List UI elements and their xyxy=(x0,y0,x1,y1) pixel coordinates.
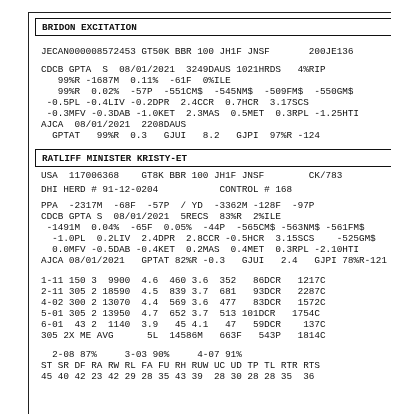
horse1-name: BRIDON EXCITATION xyxy=(42,22,137,33)
horse2-header-box xyxy=(35,149,391,167)
linear-trait-scores: 45 40 42 23 42 29 28 35 43 39 28 30 28 28 35 36 xyxy=(41,371,315,382)
horse2-health-line: -1.0PL 0.2LIV 2.4DPR 2.8CCR -0.5HCR 3.15SCS -525GM$ xyxy=(41,233,376,244)
horse2-index-line: -1491M 0.04% -65F 0.05% -44P -565CM$ -563NM$ -561FM$ xyxy=(41,222,365,233)
horse2-herd-line: DHI HERD # 91-12-0204 CONTROL # 168 xyxy=(41,184,293,195)
lactation-average-row: 305 2X ME AVG 5L 14586M 663F 543P 1814C xyxy=(41,330,326,341)
pedigree-sheet xyxy=(28,12,391,414)
lactation-row: 5-01 305 2 13950 4.7 652 3.7 513 101DCR 1754C xyxy=(41,308,320,319)
lactation-row: 4-02 300 2 13070 4.4 569 3.6 477 83DCR 1572C xyxy=(41,297,326,308)
lactation-row: 2-11 305 2 18590 4.5 839 3.7 681 93DCR 2287C xyxy=(41,286,326,297)
horse1-health-line: -0.5PL -0.4LIV -0.2DPR 2.4CCR 0.7HCR 3.17SCS xyxy=(41,97,309,108)
horse1-header-box xyxy=(35,18,391,36)
lactation-row: 1-11 150 3 9900 4.6 460 3.6 352 86DCR 1217C xyxy=(41,275,326,286)
horse1-index-line: 99%R 0.02% -57P -551CM$ -545NM$ -509FM$ -550GM$ xyxy=(41,86,354,97)
horse2-cdcb-line: CDCB GPTA S 08/01/2021 5RECS 83%R 2%ILE xyxy=(41,211,281,222)
horse1-gptat-line: GPTAT 99%R 0.3 GJUI 8.2 GJPI 97%R -124 xyxy=(41,130,320,141)
horse2-name: RATLIFF MINISTER KRISTY-ET xyxy=(42,153,188,164)
horse1-registration-line: JECAN000008572453 GT50K BBR 100 JH1F JNSF 200JE136 xyxy=(41,46,354,57)
horse2-wellness-line: 0.0MFV -0.5DAB -0.4KET 0.2MAS 0.4MET 0.3RPL -2.10HTI xyxy=(41,244,360,255)
horse2-ppa-line: PPA -2317M -68F -57P / YD -3362M -128F -97P xyxy=(41,200,315,211)
horse1-wellness-line: -0.3MFV -0.3DAB -1.0KET 2.3MAS 0.5MET 0.3RPL -1.25HTI xyxy=(41,108,360,119)
lactation-row: 6-01 43 2 1140 3.9 45 4.1 47 59DCR 137C xyxy=(41,319,326,330)
horse1-ajca-line: AJCA 08/01/2021 2208DAUS xyxy=(41,119,187,130)
horse2-registration-line: USA 117006368 GT8K BBR 100 JH1F JNSF CK/783 xyxy=(41,170,343,181)
horse1-milk-line: 99%R -1687M 0.11% -61F 0%ILE xyxy=(41,75,231,86)
classification-line: 2-08 87% 3-03 90% 4-07 91% xyxy=(41,349,242,360)
horse1-cdcb-line: CDCB GPTA S 08/01/2021 3249DAUS 1021HRDS 4%RIP xyxy=(41,64,326,75)
linear-trait-headers: ST SR DF RA RW RL FA FU RH RUW UC UD TP TL RTR RTS xyxy=(41,360,320,371)
horse2-ajca-line: AJCA 08/01/2021 GPTAT 82%R -0.3 GJUI 2.4 GJPI 78%R-121 xyxy=(41,255,387,266)
